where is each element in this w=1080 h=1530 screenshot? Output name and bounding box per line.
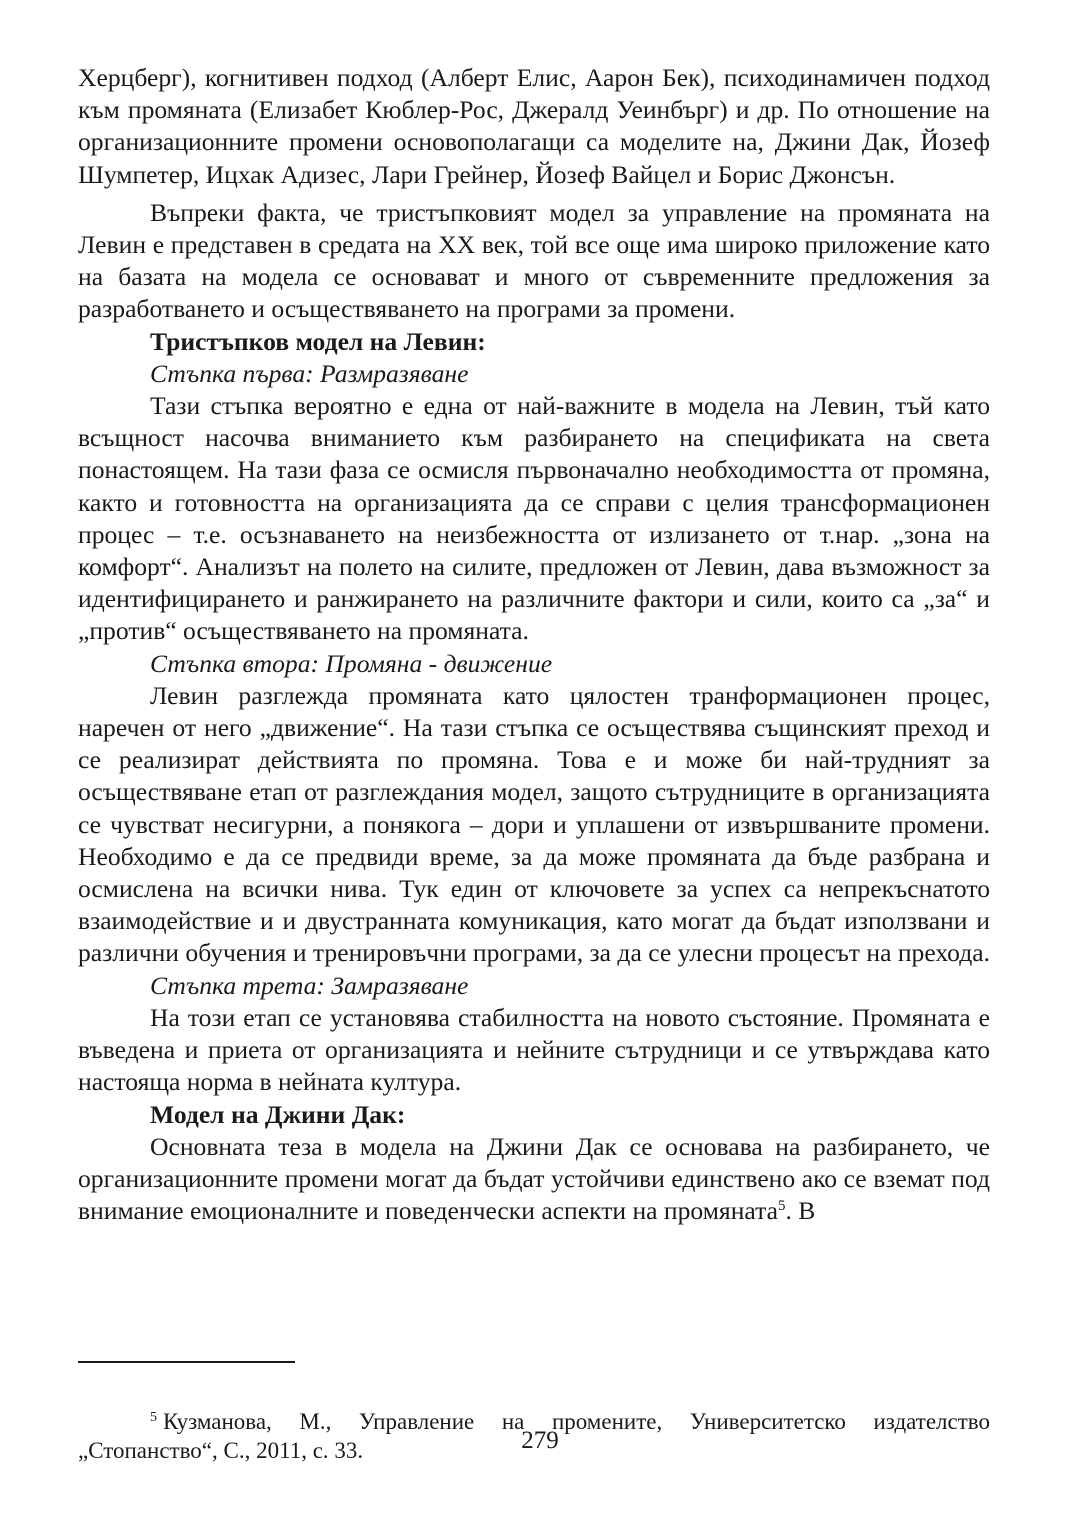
footnote-separator bbox=[78, 1361, 295, 1363]
page-body bbox=[78, 62, 990, 1227]
step-one-text: Тази стъпка вероятно е една от най-важните в модела на Левин, тъй като всъщност насочва вниманието към разбирането на спецификата на света понастоящем. На тази фаза се осмисля първоначално необходимостта от промяна, както и готовността на организацията да се справи с целия трансформационен процес – т.е. осъзнаването на неизбежността от излизането от т.нар. „зона на комфорт“. Анализът на полето на силите, предложен от Левин, дава възможност за идентифицирането и ранжирането на различните фактори и сили, които са „за“ и „против“ осъществяването на промяната. bbox=[78, 391, 990, 646]
paragraph-continued: Херцберг), когнитивен подход (Алберт Елис, Аарон Бек), психодинамичен подход към промяната (Елизабет Кюблер-Рос, Джералд Уеинбърг) и др. По отношение на организационните промени основополагащи са моделите на, Джини Дак, Йозеф Шумпетер, Ицхак Адизес, Лари Грейнер, Йозеф Вайцел и Борис Джонсън. bbox=[78, 63, 990, 189]
paragraph-duck-model bbox=[78, 1131, 990, 1228]
footnote-mark: 5 bbox=[150, 1410, 157, 1425]
heading-lewin-model: Тристъпков модел на Левин: bbox=[150, 326, 486, 356]
heading-duck-model: Модел на Джини Дак: bbox=[150, 1099, 406, 1129]
step-three-text: На този етап се установява стабилността на новото състояние. Промяната е въведена и приета от организацията и нейните сътрудници и се утвърждава като настояща норма в нейната култура. bbox=[78, 1002, 990, 1097]
paragraph-lewin-intro: Въпреки факта, че тристъпковият модел за управление на промяната на Левин е представен в средата на XX век, той все още има широко приложение като на базата на модела се основават и много от съвременните предложения за разработването и осъществяването на програми за промени. bbox=[78, 197, 990, 324]
paragraph-duck-tail: . В bbox=[785, 1196, 816, 1226]
step-two-text: Левин разглежда промяната като цялостен транформационен процес, наречен от него „движение“. На тази стъпка се осъществява същинският преход и се реализират действията по промяна. Това е и може би най-трудният за осъществяване етап от разглеждания модел, защото сътрудниците в организацията се чувстват несигурни, а понякога – дори и уплашени от извършваните промени. Необходимо е да се предвиди време, за да може промяната да бъде разбрана и осмислена на всички нива. Тук един от ключовете за успех са непрекъснатото взаимодействие и и двустранната комуникация, като могат да бъдат използвани и различни обучения и тренировъчни програми, за да се улесни процесът на прехода. bbox=[78, 680, 991, 968]
step-three-title: Стъпка трета: Замразяване bbox=[150, 970, 469, 1000]
footnote-reference[interactable]: 5 bbox=[777, 1198, 786, 1215]
paragraph-duck-text: Основната теза в модела на Джини Дак се основава на разбирането, че организационните промени могат да бъдат устойчиви единствено ако се вземат под внимание емоционалните и поведенчески аспекти на промяната bbox=[78, 1131, 990, 1226]
step-one-title: Стъпка първа: Размразяване bbox=[150, 358, 469, 388]
footnote-text: Кузманова, М., Управление на промените, Университетско издателство „Стопанство“, С., 2011, с. 33. bbox=[78, 1409, 990, 1463]
page-number: 279 bbox=[521, 1427, 559, 1454]
step-two-title: Стъпка втора: Промяна - движение bbox=[150, 648, 553, 678]
